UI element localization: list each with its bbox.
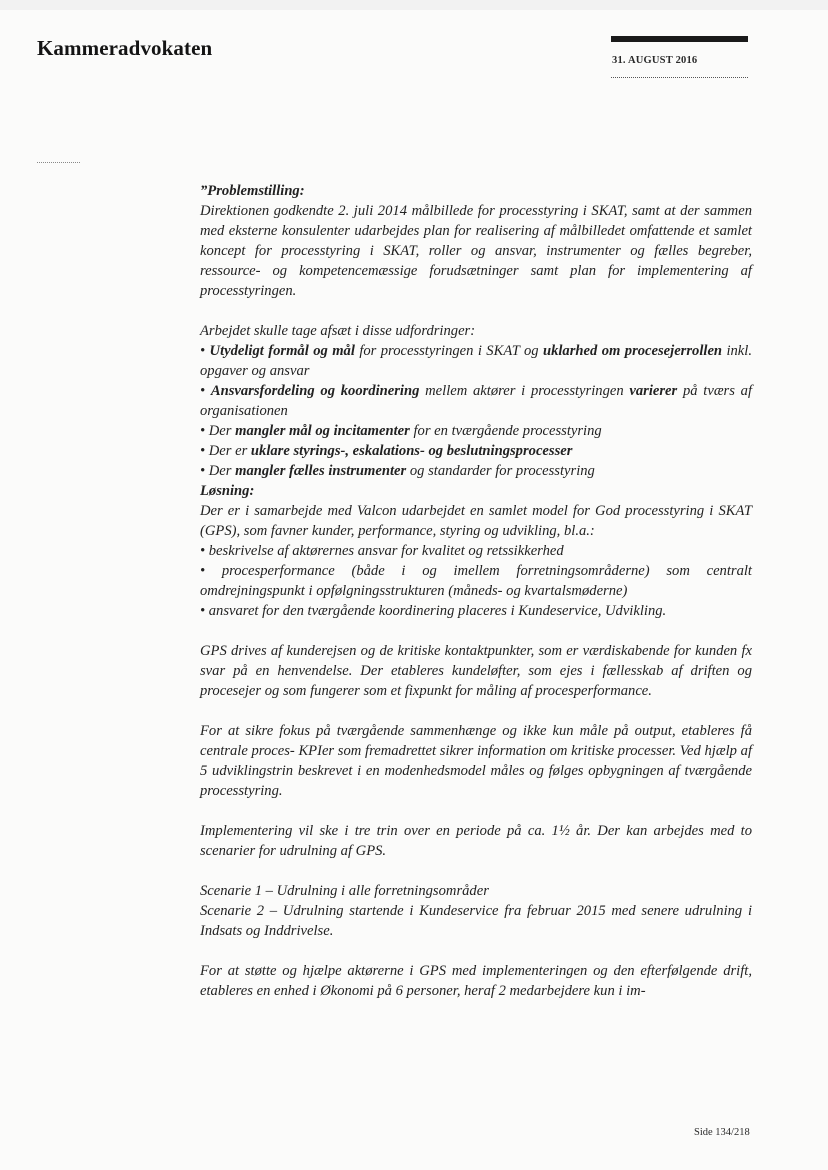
solution-bullet-2: • procesperformance (både i og imellem forretningsområderne) som centralt omdrejningspunkt i opfølgningsstrukturen (måneds- og kvartalsmøderne) xyxy=(200,563,752,599)
date-rule-bar xyxy=(611,36,748,42)
challenge-bullet-1: • Utydeligt formål og mål for processtyringen i SKAT og uklarhed om procesejerrollen inkl. opgaver og ansvar xyxy=(200,343,752,379)
solution-bullet-3: • ansvaret for den tværgående koordinering placeres i Kundeservice, Udvikling. xyxy=(200,603,667,619)
challenges-intro: Arbejdet skulle tage afsæt i disse udfordringer: xyxy=(200,323,476,339)
date-dotted-line xyxy=(611,77,748,78)
challenge-bullet-3: • Der mangler mål og incitamenter for en tværgående processtyring xyxy=(200,423,602,439)
scenario-2: Scenarie 2 – Udrulning startende i Kundeservice fra februar 2015 med senere udrulning i Indsats og Inddrivelse. xyxy=(200,903,752,939)
solution-paragraph: Der er i samarbejde med Valcon udarbejdet en samlet model for God processtyring i SKAT (GPS), som favner kunder, performance, styring og udvikling, bl.a.: xyxy=(200,503,752,539)
focus-paragraph: For at sikre fokus på tværgående sammenhænge og ikke kun måle på output, etableres få centrale proces- KPIer som fremadrettet sikrer information om kritiske processer. Ved hjælp af 5 udviklingstrin beskrevet i en modenhedsmodel måles og følges opbygningen af tværgående processtyring. xyxy=(200,723,752,799)
scenario-1: Scenarie 1 – Udrulning i alle forretningsområder xyxy=(200,883,489,899)
document-date: 31. AUGUST 2016 xyxy=(612,55,698,66)
margin-dotted-mark xyxy=(37,162,80,163)
page-number: Side 134/218 xyxy=(694,1127,750,1138)
solution-heading: Løsning: xyxy=(200,483,255,499)
problem-heading: ”Problemstilling: xyxy=(200,183,305,199)
challenge-bullet-4: • Der er uklare styrings-, eskalations- og beslutningsprocesser xyxy=(200,443,573,459)
solution-bullet-1: • beskrivelse af aktørernes ansvar for kvalitet og retssikkerhed xyxy=(200,543,564,559)
page-top-edge xyxy=(0,0,828,10)
challenge-bullet-5: • Der mangler fælles instrumenter og standarder for processtyring xyxy=(200,463,595,479)
challenge-bullet-2: • Ansvarsfordeling og koordinering mellem aktører i processtyringen varierer på tværs af organisationen xyxy=(200,383,753,419)
brand-title: Kammeradvokaten xyxy=(37,36,213,60)
document-body xyxy=(200,181,752,1001)
support-paragraph: For at støtte og hjælpe aktørerne i GPS med implementeringen og den efterfølgende drift, etableres en enhed i Økonomi på 6 personer, heraf 2 medarbejdere kun i im- xyxy=(200,963,752,999)
gps-paragraph: GPS drives af kunderejsen og de kritiske kontaktpunkter, som er værdiskabende for kunden fx svar på en henvendelse. Der etableres kundeløfter, som ejes i fællesskab af driften og procesejer og som fungerer som et fixpunkt for måling af procesperformance. xyxy=(200,643,752,699)
implementation-paragraph: Implementering vil ske i tre trin over en periode på ca. 1½ år. Der kan arbejdes med to scenarier for udrulning af GPS. xyxy=(200,823,752,859)
problem-paragraph: Direktionen godkendte 2. juli 2014 målbillede for processtyring i SKAT, samt at der sammen med eksterne konsulenter udarbejdes plan for realisering af målbilledet omfattende et samlet koncept for processtyring i SKAT, roller og ansvar, instrumenter og fælles begreber, ressource- og kompetencemæssige forudsætninger samt plan for implementering af processtyringen. xyxy=(200,203,752,299)
